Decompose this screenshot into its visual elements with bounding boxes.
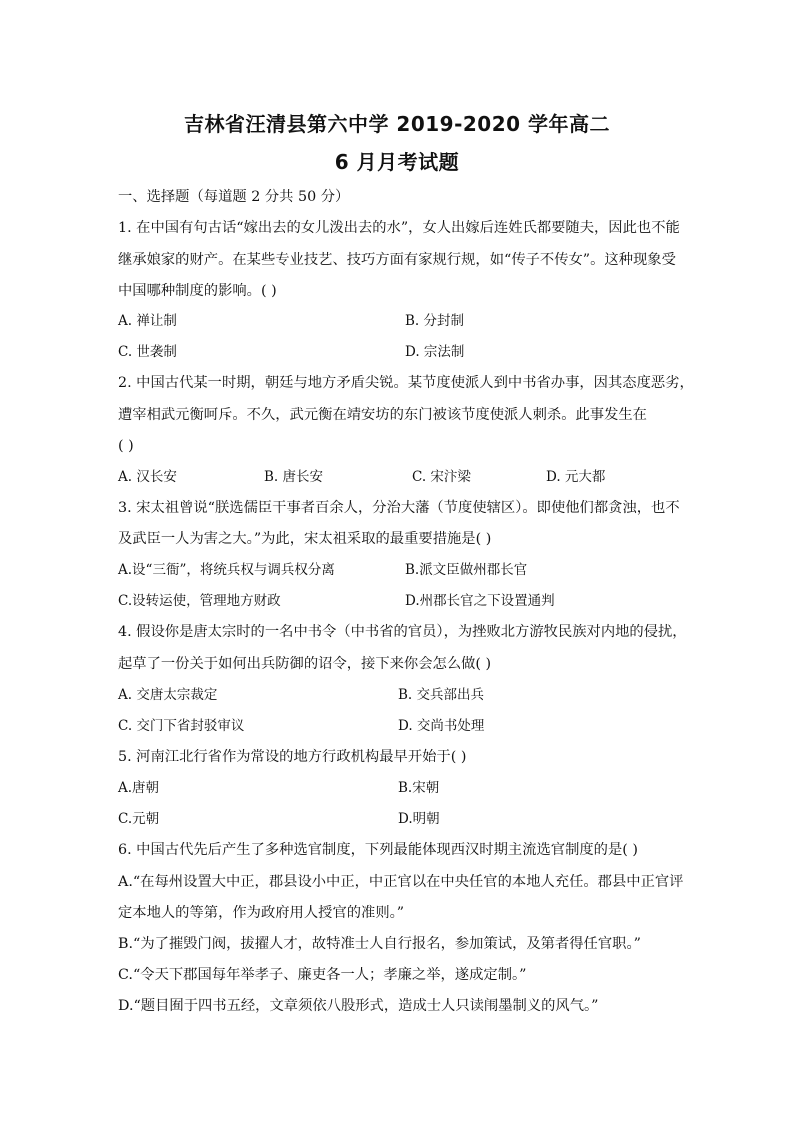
option-b: B.宋朝 bbox=[398, 780, 440, 796]
exam-title-line2: 6 月月考试题 bbox=[334, 150, 460, 174]
option-b: B.派文臣做州郡长官 bbox=[405, 562, 528, 578]
question-line: 2. 中国古代某一时期，朝廷与地方矛盾尖锐。某节度使派人到中书省办事，因其态度恶劣， bbox=[118, 375, 694, 391]
exam-title-line1: 吉林省汪清县第六中学 2019-2020 学年高二 bbox=[183, 112, 611, 136]
option-d: D. 宗法制 bbox=[405, 344, 465, 360]
option-c: C. 交门下省封驳审议 bbox=[118, 718, 245, 734]
question-line: ( ) bbox=[118, 438, 134, 454]
option-a: A. 禅让制 bbox=[118, 313, 177, 329]
option-b: B. 交兵部出兵 bbox=[398, 687, 485, 703]
section-heading: 一、选择题（每道题 2 分共 50 分） bbox=[118, 189, 350, 205]
question-line: 5. 河南江北行省作为常设的地方行政机构最早开始于( ) bbox=[118, 749, 467, 765]
question-line: 3. 宋太祖曾说“朕选儒臣干事者百余人，分治大藩（节度使辖区）。即使他们都贪浊，也不 bbox=[118, 500, 680, 516]
option-c: C. 世袭制 bbox=[118, 344, 177, 360]
option-c: C.设转运使，管理地方财政 bbox=[118, 593, 281, 609]
option-a: A. 交唐太宗裁定 bbox=[118, 687, 218, 703]
option-d: D. 元大都 bbox=[546, 469, 606, 485]
question-line: 遭宰相武元衡呵斥。不久，武元衡在靖安坊的东门被该节度使派人刺杀。此事发生在 bbox=[118, 407, 647, 423]
question-line: A.“在每州设置大中正，郡县设小中正，中正官以在中央任官的本地人充任。郡县中正官评 bbox=[118, 874, 684, 890]
option-d: D.州郡长官之下设置通判 bbox=[405, 593, 555, 609]
question-line: C.“令天下郡国每年举孝子、廉吏各一人；孝廉之举，遂成定制。” bbox=[118, 967, 527, 983]
option-a: A.唐朝 bbox=[118, 780, 160, 796]
question-line: D.“题目囿于四书五经，文章须依八股形式，造成士人只读闱墨制义的风气。” bbox=[118, 998, 599, 1014]
question-line: 1. 在中国有句古话“嫁出去的女儿泼出去的水”，女人出嫁后连姓氏都要随夫，因此也不能 bbox=[118, 220, 680, 236]
option-b: B. 分封制 bbox=[405, 313, 465, 329]
option-d: D. 交尚书处理 bbox=[398, 718, 485, 734]
question-line: 中国哪种制度的影响。( ) bbox=[118, 283, 277, 299]
option-b: B. 唐长安 bbox=[264, 469, 324, 485]
question-line: 4. 假设你是唐太宗时的一名中书令（中书省的官员），为挫败北方游牧民族对内地的侵扰， bbox=[118, 624, 687, 640]
question-line: 6. 中国古代先后产生了多种选官制度，下列最能体现西汉时期主流选官制度的是( ) bbox=[118, 842, 638, 858]
option-a: A. 汉长安 bbox=[118, 469, 177, 485]
question-line: 定本地人的等第，作为政府用人授官的准则。” bbox=[118, 905, 405, 921]
question-line: 起草了一份关于如何出兵防御的诏令，接下来你会怎么做( ) bbox=[118, 656, 492, 672]
option-c: C. 宋汴梁 bbox=[412, 469, 471, 485]
question-line: 及武臣一人为害之大。”为此，宋太祖采取的最重要措施是( ) bbox=[118, 531, 492, 547]
question-line: B.“为了摧毁门阀，拔擢人才，故特准士人自行报名，参加策试，及第者得任官职。” bbox=[118, 936, 641, 952]
option-a: A.设“三衙”，将统兵权与调兵权分离 bbox=[118, 562, 335, 578]
option-c: C.元朝 bbox=[118, 811, 160, 827]
option-d: D.明朝 bbox=[398, 811, 440, 827]
question-line: 继承娘家的财产。在某些专业技艺、技巧方面有家规行规，如“传子不传女”。这种现象受 bbox=[118, 252, 676, 268]
